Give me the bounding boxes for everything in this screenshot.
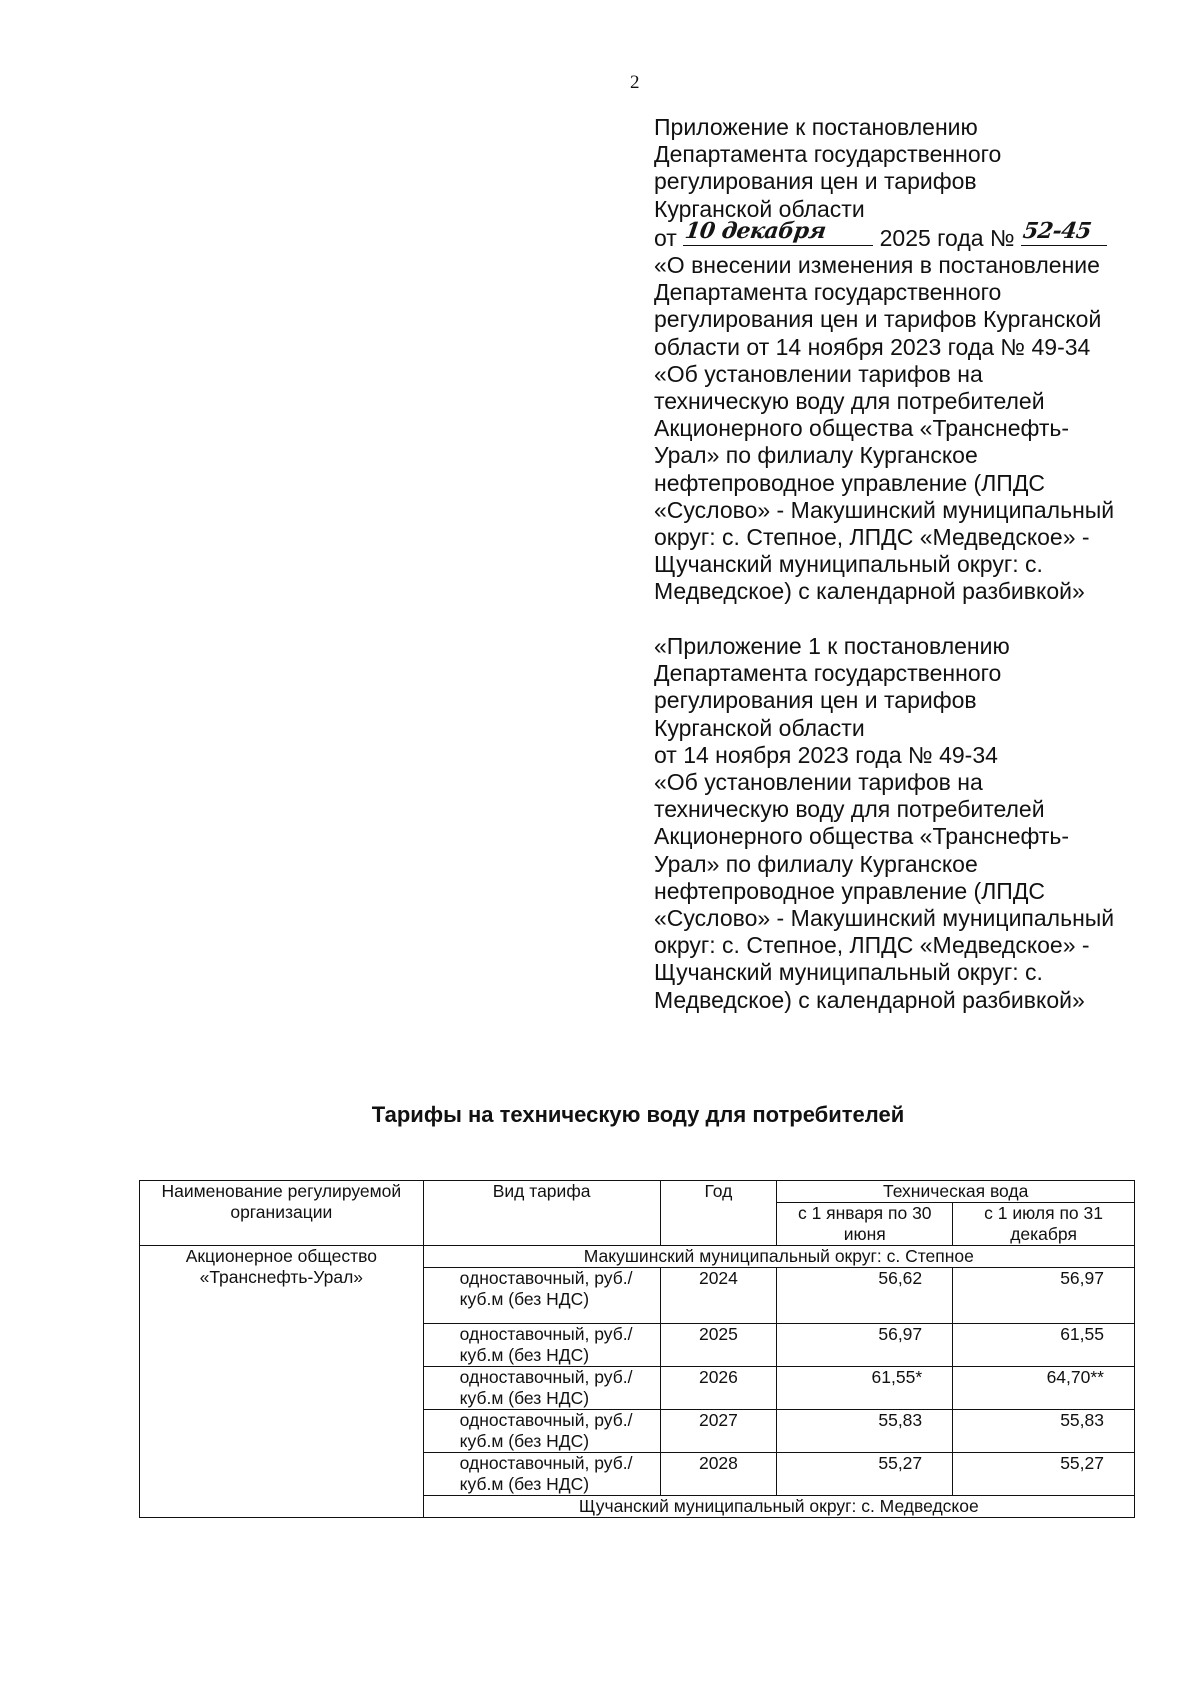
appendix-line: Акционерного общества «Транснефть- <box>654 823 1070 850</box>
header-water: Техническая вода <box>777 1181 1135 1203</box>
date-year: 2025 года № <box>879 224 1015 251</box>
appendix-line: техническую воду для потребителей <box>654 388 1045 415</box>
tariff-year: 2025 <box>660 1324 777 1367</box>
header-year: Год <box>660 1181 777 1246</box>
appendix-line: регулирования цен и тарифов Курганской <box>654 306 1102 333</box>
appendix-line: округ: с. Степное, ЛПДС «Медведское» - <box>654 524 1090 551</box>
header-period-1: с 1 января по 30 июня <box>777 1203 953 1246</box>
appendix-line: «О внесении изменения в постановление <box>654 252 1100 279</box>
tariff-period-2: 55,83 <box>953 1410 1135 1453</box>
appendix-date-line <box>654 217 1154 252</box>
tariff-period-1: 61,55* <box>777 1367 953 1410</box>
tariff-period-1: 56,97 <box>777 1324 953 1367</box>
appendix-line: Урал» по филиалу Курганское <box>654 850 978 877</box>
tariff-period-2: 64,70** <box>953 1367 1135 1410</box>
appendix-line: «Об установлении тарифов на <box>654 769 983 796</box>
appendix-line: Щучанский муниципальный округ: с. <box>654 959 1043 986</box>
tariff-year: 2027 <box>660 1410 777 1453</box>
appendix-line: округ: с. Степное, ЛПДС «Медведское» - <box>654 932 1090 959</box>
tariff-year: 2026 <box>660 1367 777 1410</box>
section-label: Щучанский муниципальный округ: с. Медведское <box>423 1496 1134 1518</box>
table-header-row <box>140 1181 1135 1203</box>
date-underline <box>683 217 873 246</box>
org-name: Акционерное общество «Транснефть-Урал» <box>140 1246 424 1518</box>
section-row <box>140 1246 1135 1268</box>
appendix-line: «Суслово» - Макушинский муниципальный <box>654 905 1115 932</box>
tariff-period-1: 55,83 <box>777 1410 953 1453</box>
table-title: Тарифы на техническую воду для потребителей <box>371 1102 905 1127</box>
tariff-year: 2028 <box>660 1453 777 1496</box>
header-period-2: с 1 июля по 31 декабря <box>953 1203 1135 1246</box>
section-label: Макушинский муниципальный округ: с. Степное <box>423 1246 1134 1268</box>
tariff-period-2: 56,97 <box>953 1268 1135 1324</box>
tariff-kind: одноставочный, руб./куб.м (без НДС) <box>423 1453 660 1496</box>
header-org: Наименование регулируемой организации <box>140 1181 424 1246</box>
tariff-period-2: 61,55 <box>953 1324 1135 1367</box>
tariff-kind: одноставочный, руб./куб.м (без НДС) <box>423 1324 660 1367</box>
appendix-line: Щучанский муниципальный округ: с. <box>654 551 1043 578</box>
handwritten-date: 10 декабря <box>683 217 828 244</box>
appendix-header <box>654 114 1154 606</box>
appendix-line: Приложение к постановлению <box>654 114 978 140</box>
appendix-quoted <box>654 633 1154 1014</box>
appendix-line: регулирования цен и тарифов <box>654 168 977 195</box>
appendix-line: «Суслово» - Макушинский муниципальный <box>654 496 1115 523</box>
tariff-table <box>139 1180 1135 1518</box>
handwritten-number: 52-45 <box>1021 217 1093 244</box>
date-prefix: от <box>654 224 677 251</box>
tariff-year: 2024 <box>660 1268 777 1324</box>
tariff-kind: одноставочный, руб./куб.м (без НДС) <box>423 1367 660 1410</box>
appendix-line: Урал» по филиалу Курганское <box>654 442 978 469</box>
tariff-period-1: 56,62 <box>777 1268 953 1324</box>
tariff-kind: одноставочный, руб./куб.м (без НДС) <box>423 1268 660 1324</box>
appendix-line: Медведское) с календарной разбивкой» <box>654 578 1085 605</box>
appendix-line: нефтепроводное управление (ЛПДС <box>654 469 1045 496</box>
appendix-line: области от 14 ноября 2023 года № 49-34 <box>654 333 1091 360</box>
tariff-period-2: 55,27 <box>953 1453 1135 1496</box>
tariff-period-1: 55,27 <box>777 1453 953 1496</box>
appendix-line: «Об установлении тарифов на <box>654 360 983 387</box>
appendix-line: «Приложение 1 к постановлению <box>654 633 1010 659</box>
appendix-line: Медведское) с календарной разбивкой» <box>654 986 1085 1013</box>
appendix-line: Департамента государственного <box>654 279 1002 306</box>
appendix-line: Департамента государственного <box>654 141 1002 168</box>
appendix-line: Акционерного общества «Транснефть- <box>654 415 1070 442</box>
appendix-line: нефтепроводное управление (ЛПДС <box>654 877 1045 904</box>
header-kind: Вид тарифа <box>423 1181 660 1246</box>
appendix-line: Курганской области <box>654 195 865 222</box>
page-number: 2 <box>630 72 640 93</box>
appendix-line: Департамента государственного <box>654 660 1002 687</box>
appendix-line: техническую воду для потребителей <box>654 796 1045 823</box>
tariff-kind: одноставочный, руб./куб.м (без НДС) <box>423 1410 660 1453</box>
appendix-line: Курганской области <box>654 714 865 741</box>
appendix-line: от 14 ноября 2023 года № 49-34 <box>654 741 998 768</box>
number-underline <box>1021 217 1107 246</box>
appendix-line: регулирования цен и тарифов <box>654 687 977 714</box>
